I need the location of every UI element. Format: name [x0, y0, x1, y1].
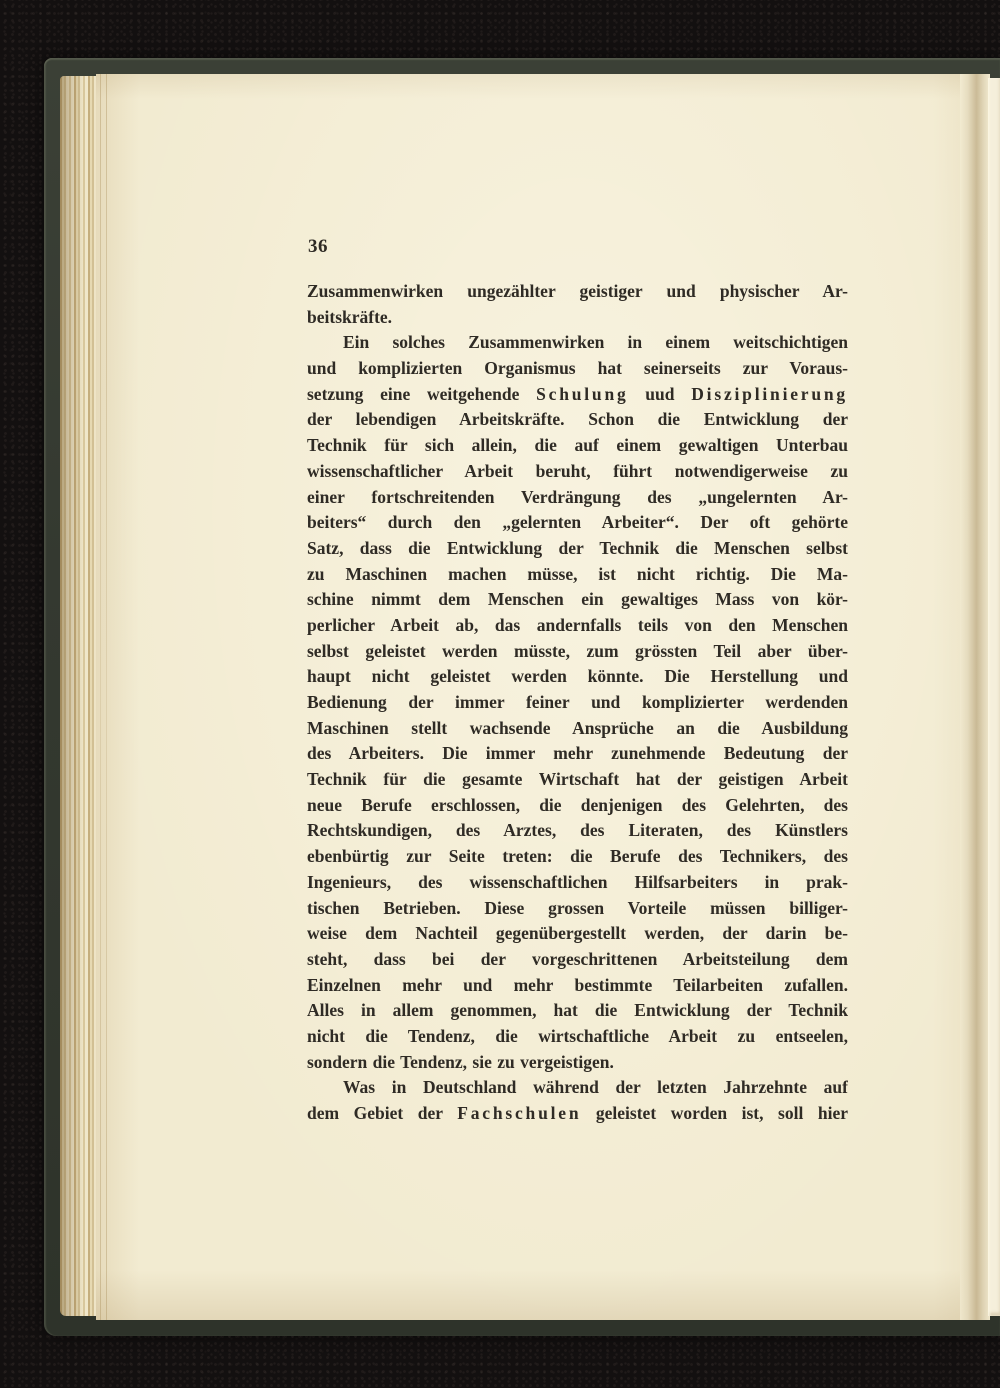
text-segment: tischen Betrieben. Diese grossen Vorteile müssen billiger- — [307, 897, 848, 918]
book-page — [96, 74, 968, 1320]
text-segment: Einzelnen mehr und mehr bestimmte Teilarbeiten zufallen. — [307, 974, 848, 995]
text-segment: setzung eine weitgehende — [307, 383, 537, 404]
page-number: 36 — [308, 236, 328, 257]
text-segment: beitskräfte. — [307, 306, 393, 327]
text-line — [307, 382, 848, 408]
text-segment: der lebendigen Arbeitskräfte. Schon die Entwicklung der — [307, 409, 848, 430]
text-line — [307, 844, 848, 870]
page-edge-line — [106, 74, 107, 1320]
text-line — [307, 433, 848, 459]
text-line — [307, 921, 848, 947]
text-segment: Ein solches Zusammenwirken in einem weitschichtigen — [343, 332, 848, 353]
text-line — [307, 407, 848, 433]
text-line — [307, 973, 848, 999]
text-segment: sondern die Tendenz, sie zu vergeistigen. — [307, 1051, 614, 1072]
text-line — [307, 1050, 848, 1076]
text-block — [307, 279, 848, 1127]
text-line — [307, 947, 848, 973]
letterspaced-word: Disziplinierung — [691, 383, 848, 404]
text-line — [307, 690, 848, 716]
text-line — [307, 767, 848, 793]
text-segment: des Arbeiters. Die immer mehr zunehmende Bedeutung der — [307, 743, 848, 764]
text-segment: Ingenieurs, des wissenschaftlichen Hilfsarbeiters in prak- — [307, 871, 848, 892]
text-segment: Technik für sich allein, die auf einem gewaltigen Unterbau — [307, 435, 848, 456]
text-line — [307, 870, 848, 896]
text-segment: dem Gebiet der — [307, 1103, 458, 1123]
text-line — [307, 459, 848, 485]
text-segment: uud — [628, 383, 692, 404]
text-line — [307, 741, 848, 767]
text-segment: neue Berufe erschlossen, die denjenigen des Gelehrten, des — [307, 794, 848, 815]
text-segment: Rechtskundigen, des Arztes, des Literaten, des Künstlers — [307, 820, 848, 841]
text-segment: Technik für die gesamte Wirtschaft hat der geistigen Arbeit — [307, 769, 848, 790]
text-segment: wissenschaftlicher Arbeit beruht, führt notwendigerweise zu — [307, 460, 848, 481]
text-segment: ebenbürtig zur Seite treten: die Berufe des Technikers, des — [307, 846, 848, 867]
text-line — [307, 305, 848, 331]
text-line — [307, 998, 848, 1024]
text-segment: Satz, dass die Entwicklung der Technik die Menschen selbst — [307, 537, 848, 558]
text-line — [307, 587, 848, 613]
text-line — [307, 1024, 848, 1050]
text-segment: Bedienung der immer feiner und komplizierter werdenden — [307, 692, 848, 712]
text-line — [307, 664, 848, 690]
text-line — [307, 716, 848, 742]
text-segment: Maschinen stellt wachsende Ansprüche an die Ausbildung — [307, 717, 848, 738]
text-segment: beiters“ durch den „gelernten Arbeiter“. Der oft gehörte — [307, 512, 848, 533]
page-edge-line — [100, 74, 101, 1320]
text-line — [307, 793, 848, 819]
text-segment: einer fortschreitenden Verdrängung des „ungelernten Ar- — [307, 486, 848, 507]
text-segment: nicht die Tendenz, die wirtschaftliche Arbeit zu entseelen, — [307, 1025, 848, 1046]
text-line — [307, 613, 848, 639]
text-line — [307, 896, 848, 922]
text-line — [307, 536, 848, 562]
text-line — [307, 1075, 848, 1101]
facing-page-edge — [988, 78, 1000, 1316]
text-line — [307, 356, 848, 382]
text-segment: Alles in allem genommen, hat die Entwicklung der Technik — [307, 1000, 848, 1021]
text-segment: zu Maschinen machen müsse, ist nicht richtig. Die Ma- — [307, 563, 848, 584]
text-segment: weise dem Nachteil gegenübergestellt werden, der darin be- — [307, 923, 848, 944]
text-segment: Was in Deutschland während der letzten Jahrzehnte auf — [343, 1077, 848, 1098]
text-segment: Zusammenwirken ungezählter geistiger und physischer Ar- — [307, 281, 848, 301]
letterspaced-word: Fachschulen — [457, 1103, 582, 1123]
text-segment: schine nimmt dem Menschen ein gewaltiges Mass von kör- — [307, 589, 848, 610]
text-line — [307, 1101, 848, 1127]
text-line — [307, 639, 848, 665]
text-segment: perlicher Arbeit ab, das andernfalls teils von den Menschen — [307, 614, 848, 635]
text-segment: haupt nicht geleistet werden könnte. Die Herstellung und — [307, 666, 848, 687]
text-line — [307, 330, 848, 356]
gutter-crease — [960, 74, 990, 1320]
text-segment: steht, dass bei der vorgeschrittenen Arbeitsteilung dem — [307, 948, 848, 969]
text-segment: selbst geleistet werden müsste, zum grössten Teil aber über- — [307, 640, 848, 661]
text-line — [307, 562, 848, 588]
text-segment: geleistet worden ist, soll hier — [581, 1103, 848, 1123]
text-line — [307, 510, 848, 536]
text-line — [307, 279, 848, 305]
text-segment: und komplizierten Organismus hat seinerseits zur Voraus- — [307, 358, 848, 379]
text-line — [307, 485, 848, 511]
letterspaced-word: Schulung — [536, 383, 629, 404]
text-line — [307, 818, 848, 844]
